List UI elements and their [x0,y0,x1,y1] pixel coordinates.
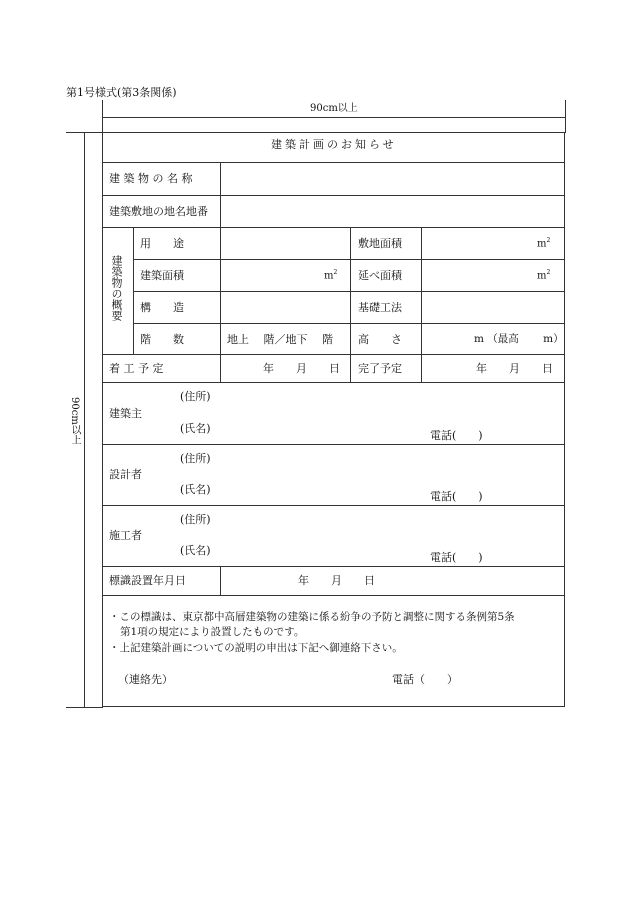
site-area-label: 敷地面積 [358,237,402,250]
rule-after-designer [102,505,565,506]
start-label: 着 工 予 定 [109,362,164,375]
designer-phone: 電話( ) [430,490,483,503]
rule-overview-2 [133,291,565,292]
foundation-label: 基礎工法 [358,301,402,314]
owner-address-label: (住所) [180,390,211,403]
builder-phone: 電話( ) [430,551,483,564]
floors-value: 地上 階／地下 階 [227,333,333,346]
floor-area-label: 延べ面積 [358,269,402,282]
height-value: m （最高 m） [474,333,564,345]
use-label: 用 途 [140,237,184,250]
height-dim-bottom [66,707,103,708]
contact-phone: 電話（ ） [392,673,458,686]
col-overview-mid [350,227,351,382]
builder-name-label: (氏名) [180,544,211,557]
rule-after-sign-date [102,595,565,596]
sign-date-label: 標識設置年月日 [109,574,186,587]
building-area-unit: $m^2$ [324,269,338,282]
use-field[interactable] [221,228,349,258]
sign-date-value: 年 月 日 [298,574,375,587]
col-overview-right [421,227,422,382]
width-dim-right [565,100,566,133]
building-name-field[interactable] [221,163,564,194]
site-address-label: 建築敷地の地名地番 [109,205,208,218]
height-label-cell: 高 さ [358,333,402,346]
overview-label: 建築物の概要 [110,255,123,321]
width-dim-line [102,117,565,118]
start-date: 年 月 日 [263,362,340,375]
height-dim-line [84,132,85,707]
col-overview-group [133,227,134,354]
note-line-3: ・上記建築計画についての説明の申出は下記へ御連絡下さい。 [109,642,403,654]
designer-role: 設計者 [109,468,142,481]
owner-role: 建築主 [109,407,142,420]
structure-label: 構 造 [140,301,184,314]
building-area-label: 建築面積 [140,269,184,282]
height-label: 90cm以上 [69,397,80,445]
owner-phone: 電話( ) [430,429,483,442]
form-title: 第1号様式(第3条関係) [66,86,177,99]
builder-role: 施工者 [109,529,142,542]
designer-name-label: (氏名) [180,483,211,496]
floor-area-unit: $m^2$ [537,269,551,282]
note-line-1: ・この標識は、東京都中高層建築物の建築に係る紛争の予防と調整に関する条例第5条 [109,611,515,623]
page-title: 建築計画のお知らせ [271,138,397,151]
site-area-unit: $m^2$ [537,237,551,250]
builder-address-label: (住所) [180,513,211,526]
floors-label: 階 数 [140,333,184,346]
designer-address-label: (住所) [180,452,211,465]
complete-label: 完了予定 [358,362,402,375]
rule-after-owner [102,444,565,445]
site-address-field[interactable] [221,196,564,226]
rule-after-start [102,382,565,383]
rule-after-builder [102,566,565,567]
complete-date: 年 月 日 [476,362,553,375]
contact-label: （連絡先） [118,673,173,686]
rule-overview-1 [133,259,565,260]
width-label: 90cm以上 [310,103,358,114]
col-sign-date-divider [220,566,221,595]
owner-name-label: (氏名) [180,422,211,435]
col-start-divider [220,354,221,382]
rule-after-overview [102,354,565,355]
note-line-2: 第1項の規定により設置したものです。 [120,626,305,638]
rule-overview-3 [133,323,565,324]
building-name-label: 建 築 物 の 名 称 [109,172,193,185]
